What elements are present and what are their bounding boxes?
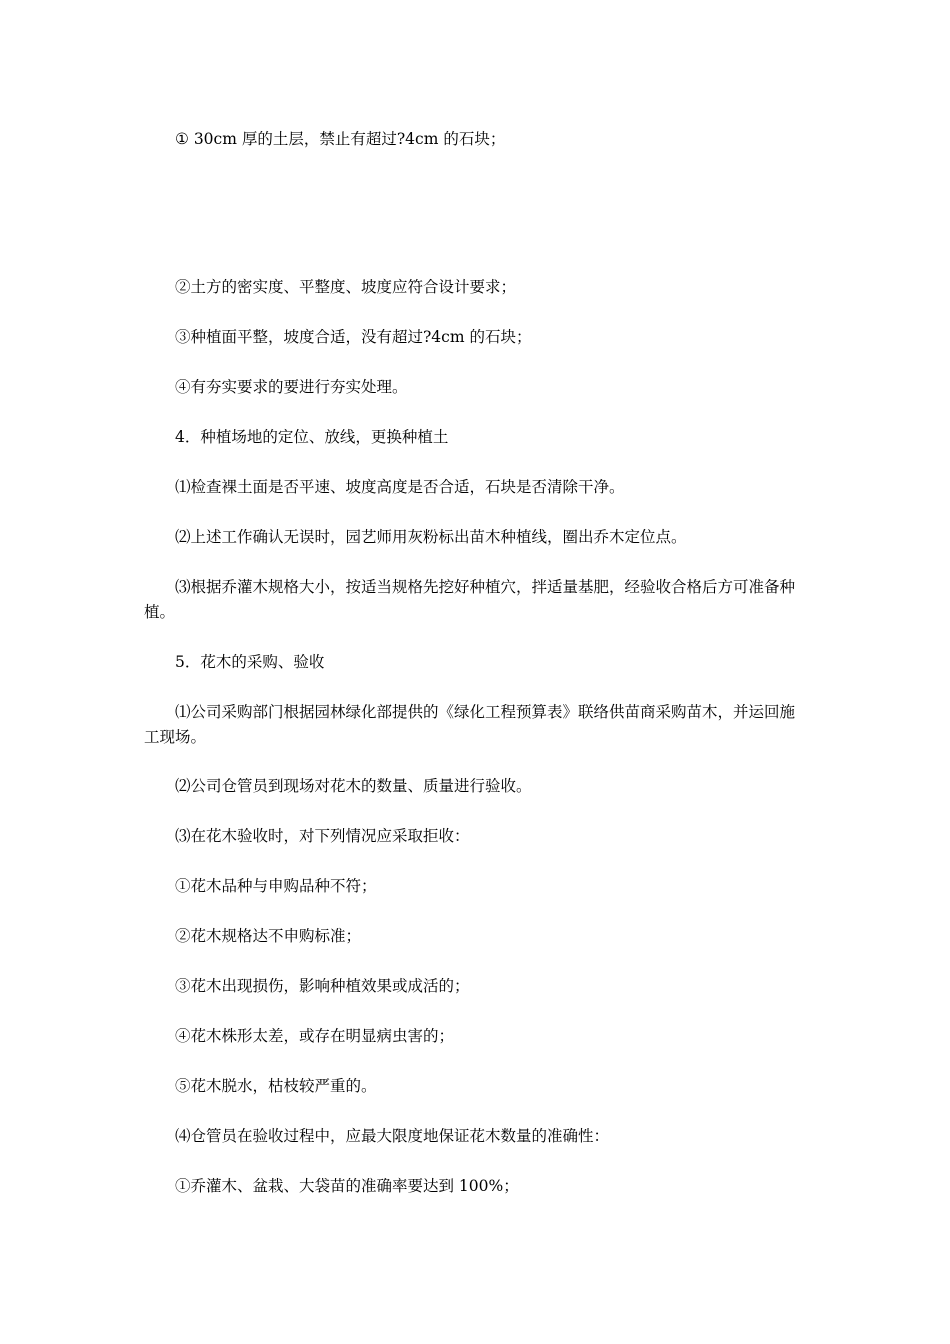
list-item-accuracy-rate: ①乔灌木、盆栽、大袋苗的准确率要达到 100%； [175,1177,519,1195]
paragraph-reject-conditions: ⑶在花木验收时，对下列情况应采取拒收： [175,827,470,845]
paragraph-quantity-accuracy: ⑷仓管员在验收过程中，应最大限度地保证花木数量的准确性： [175,1127,610,1145]
list-item-damage: ③花木出现损伤，影响种植效果或成活的； [175,977,470,995]
list-item-dehydration: ⑤花木脱水，枯枝较严重的。 [175,1077,377,1095]
list-item-spec-substandard: ②花木规格达不申购标准； [175,927,362,945]
list-item-poor-shape: ④花木株形太差，或存在明显病虫害的； [175,1027,455,1045]
paragraph-planting-surface: ③种植面平整，坡度合适，没有超过?4cm 的石块； [175,328,532,346]
paragraph-soil-layer: ① 30cm 厚的土层，禁止有超过?4cm 的石块； [175,130,506,148]
paragraph-mark-lines: ⑵上述工作确认无误时，园艺师用灰粉标出苗木种植线，圈出乔木定位点。 [175,528,687,546]
paragraph-dig-holes: ⑶根据乔灌木规格大小，按适当规格先挖好种植穴，拌适量基肥，经验收合格后方可准备种植。 [144,578,796,621]
section-heading-4: 4．种植场地的定位、放线，更换种植土 [175,428,449,446]
paragraph-warehouse-check: ⑵公司仓管员到现场对花木的数量、质量进行验收。 [175,777,532,795]
list-item-variety-mismatch: ①花木品种与申购品种不符； [175,877,377,895]
paragraph-purchasing: ⑴公司采购部门根据园林绿化部提供的《绿化工程预算表》联络供苗商采购苗木，并运回施工现场。 [144,703,796,746]
paragraph-soil-density: ②土方的密实度、平整度、坡度应符合设计要求； [175,278,517,296]
paragraph-compaction: ④有夯实要求的要进行夯实处理。 [175,378,408,396]
paragraph-check-soil: ⑴检查裸土面是否平速、坡度高度是否合适，石块是否清除干净。 [175,478,625,496]
section-heading-5: 5．花木的采购、验收 [175,653,325,671]
